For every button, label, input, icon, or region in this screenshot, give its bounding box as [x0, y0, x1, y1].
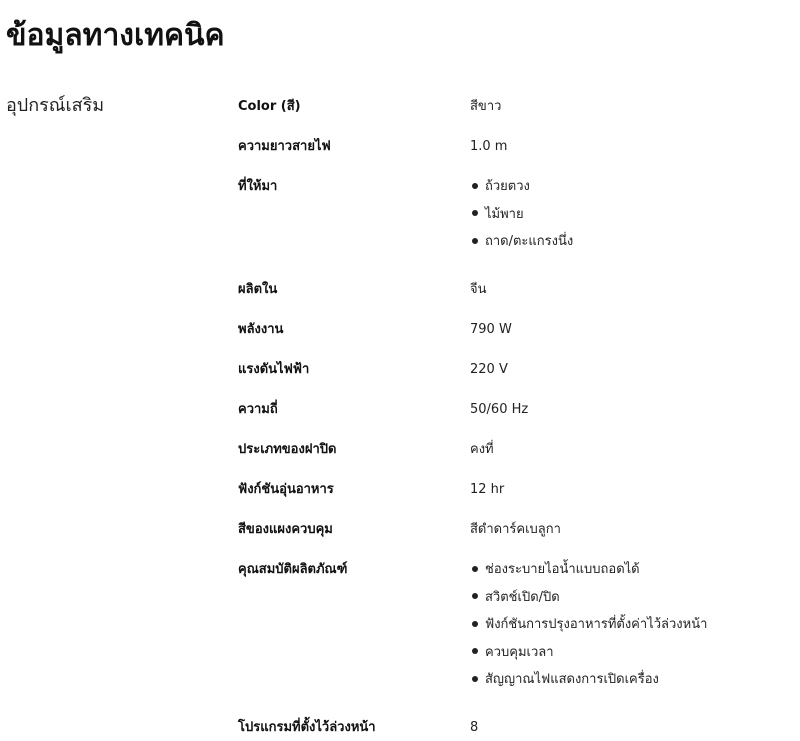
spec-row-included [238, 177, 778, 252]
list-item-text: สวิตช์เปิด/ปิด [485, 589, 560, 605]
list-item-text: ถ้วยตวง [485, 179, 530, 194]
spec-table [238, 97, 778, 738]
list-item-text: ฟังก์ชันการปรุงอาหารที่ตั้งค่าไว้ล่วงหน้า [485, 617, 708, 632]
bullet-icon [472, 593, 478, 599]
spec-label: สีของแผงควบคุม [238, 522, 333, 537]
bullet-icon [472, 183, 478, 189]
bullet-icon [472, 676, 478, 682]
list-item-text: ไม้พาย [485, 206, 524, 222]
spec-value: 220 V [470, 362, 508, 377]
section-label-accessories: อุปกรณ์เสริม [6, 95, 105, 116]
spec-row-cord-length [238, 137, 778, 157]
spec-value: จีน [470, 282, 487, 297]
spec-value: สีขาว [470, 99, 502, 114]
spec-label: ฟังก์ชันอุ่นอาหาร [238, 482, 334, 497]
spec-row-features [238, 560, 778, 690]
spec-row-color [238, 97, 778, 117]
spec-label: ความถี่ [238, 402, 278, 417]
spec-value: 8 [470, 720, 479, 735]
bullet-icon [472, 238, 478, 244]
spec-value: คงที่ [470, 442, 494, 457]
page-title: ข้อมูลทางเทคนิค [6, 18, 225, 53]
list-item [470, 643, 778, 663]
list-item [470, 205, 778, 225]
list-item-text: ควบคุมเวลา [485, 644, 554, 660]
spec-row-presets [238, 718, 778, 738]
spec-value: 50/60 Hz [470, 402, 529, 417]
spec-row-panel-color [238, 520, 778, 540]
list-item [470, 232, 778, 252]
list-item [470, 670, 778, 690]
spec-label: แรงดันไฟฟ้า [238, 362, 310, 377]
spec-row-power [238, 320, 778, 340]
spec-row-frequency [238, 400, 778, 420]
spec-value: 1.0 m [470, 139, 508, 154]
spec-label: ความยาวสายไฟ [238, 139, 331, 154]
spec-row-made-in [238, 280, 778, 300]
list-item [470, 615, 778, 635]
list-item-text: ถาด/ตะแกรงนึ่ง [485, 234, 574, 249]
spec-value: 12 hr [470, 482, 505, 497]
spec-label: พลังงาน [238, 322, 284, 337]
spec-value-list [470, 560, 778, 690]
bullet-icon [472, 648, 478, 654]
list-item [470, 588, 778, 608]
list-item [470, 177, 778, 197]
spec-label: ประเภทของฝาปิด [238, 442, 337, 457]
spec-row-lid-type [238, 440, 778, 460]
bullet-icon [472, 566, 478, 572]
spec-label: Color (สี) [238, 99, 301, 114]
spec-value-list [470, 177, 778, 252]
bullet-list [470, 560, 778, 690]
bullet-icon [472, 621, 478, 627]
bullet-list [470, 177, 778, 252]
list-item [470, 560, 778, 580]
spec-row-voltage [238, 360, 778, 380]
spec-row-keep-warm [238, 480, 778, 500]
spec-label: ที่ให้มา [238, 179, 278, 194]
list-item-text: ช่องระบายไอน้ำแบบถอดได้ [485, 562, 640, 577]
spec-value: 790 W [470, 322, 512, 337]
spec-label: คุณสมบัติผลิตภัณฑ์ [238, 562, 348, 577]
spec-label: ผลิตใน [238, 282, 278, 297]
spec-label: โปรแกรมที่ตั้งไว้ล่วงหน้า [238, 720, 376, 735]
bullet-icon [472, 210, 478, 216]
spec-value: สีดำดาร์คเบลูกา [470, 522, 561, 537]
list-item-text: สัญญาณไฟแสดงการเปิดเครื่อง [485, 672, 659, 687]
